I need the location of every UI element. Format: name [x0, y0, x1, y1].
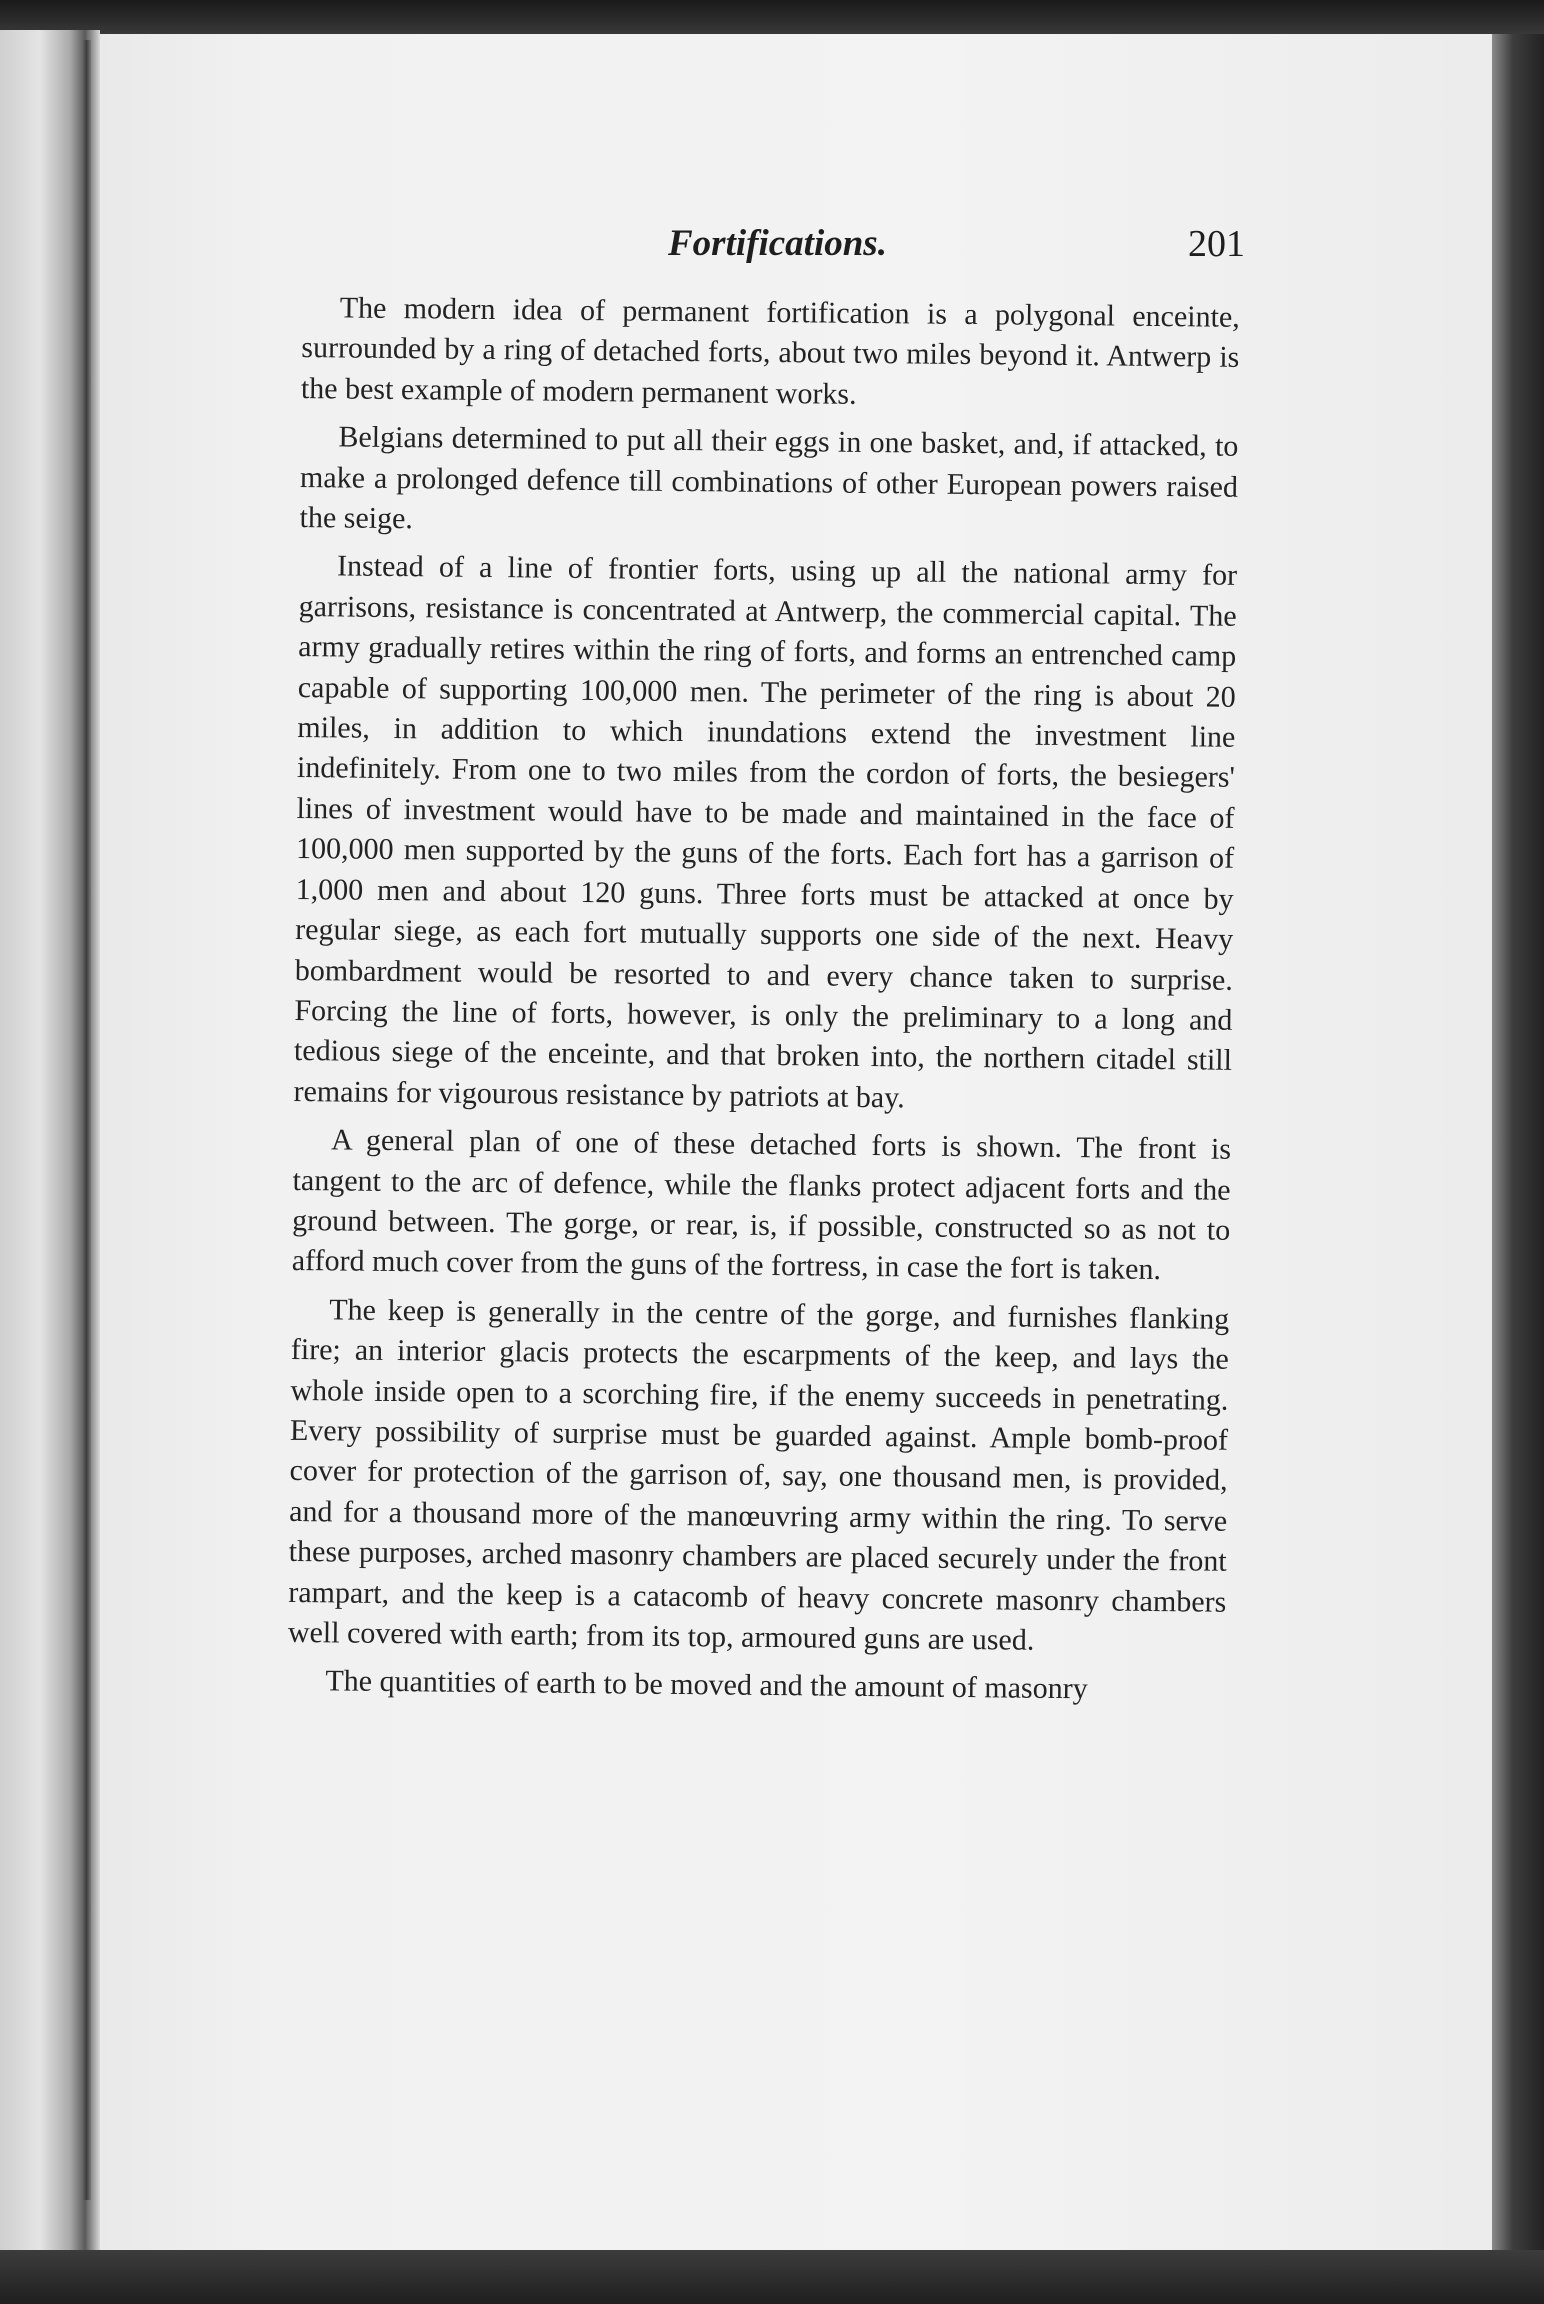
page-number: 201	[1188, 223, 1245, 265]
book-spine	[82, 40, 91, 2200]
running-title: Fortifications.	[668, 223, 887, 264]
paragraph-keep: The keep is generally in the centre of the gorge, and furnishes flanking fire; an interior glacis protects the escarpments of the keep, and lays the whole inside open to a scorching fire, if the enemy succeeds in penetrating. Every possibility of surprise must be guarded against. Ample bomb-proof cover for protection of the garrison of, say, one thousand men, is provided, and for a thousand more of the manœuvring army within the ring. To serve these purposes, arched masonry chambers are placed securely under the front rampart, and the keep is a catacomb of heavy concrete masonry chambers well covered with earth; from its top, armoured guns are used.	[287, 1293, 1230, 1657]
scan-bottom-shadow	[0, 2250, 1544, 2304]
paragraph-belgians: Belgians determined to put all their eggs in one basket, and, if attacked, to make a prolonged defence till combinations of other European powers raised the seige.	[299, 420, 1239, 536]
body-text	[287, 288, 1240, 1720]
page-right-edge	[1492, 34, 1544, 2304]
paragraph-permanent-fortification: The modern idea of permanent fortification is a polygonal enceinte, surrounded by a ring of detached forts, about two miles beyond it. Antwerp is the best example of modern permanent works.	[300, 291, 1240, 411]
page-header	[300, 222, 1245, 282]
paragraph-antwerp-defence: Instead of a line of frontier forts, using up all the national army for garrisons, resistance is concentrated at Antwerp, the commercial capital. The army gradually retires within the ring of forts, and forms an entrenched camp capable of supporting 100,000 men. The perimeter of the ring is about 20 miles, in addition to which inundations extend the investment line indefinitely. From one to two miles from the cordon of forts, the besiegers' lines of investment would have to be made and maintained in the face of 100,000 men supported by the guns of the forts. Each fort has a garrison of 1,000 men and about 120 guns. Three forts must be attacked at once by regular siege, as each fort mutually supports one side of the next. Heavy bombardment would be resorted to and every chance taken to surprise. Forcing the line of forts, however, is only the preliminary to a long and tedious siege of the enceinte, and that broken into, the northern citadel still remains for vigourous resistance by patriots at bay.	[293, 549, 1238, 1115]
paragraph-quantities: The quantities of earth to be moved and the amount of masonry	[325, 1664, 1088, 1706]
paragraph-detached-fort-plan: A general plan of one of these detached forts is shown. The front is tangent to the arc of defence, while the flanks protect adjacent forts and the ground between. The gorge, or rear, is, if possible, constructed so as not to afford much cover from the guns of the fortress, in case the fort is taken.	[291, 1123, 1232, 1287]
scan-top-shadow	[0, 0, 1544, 36]
